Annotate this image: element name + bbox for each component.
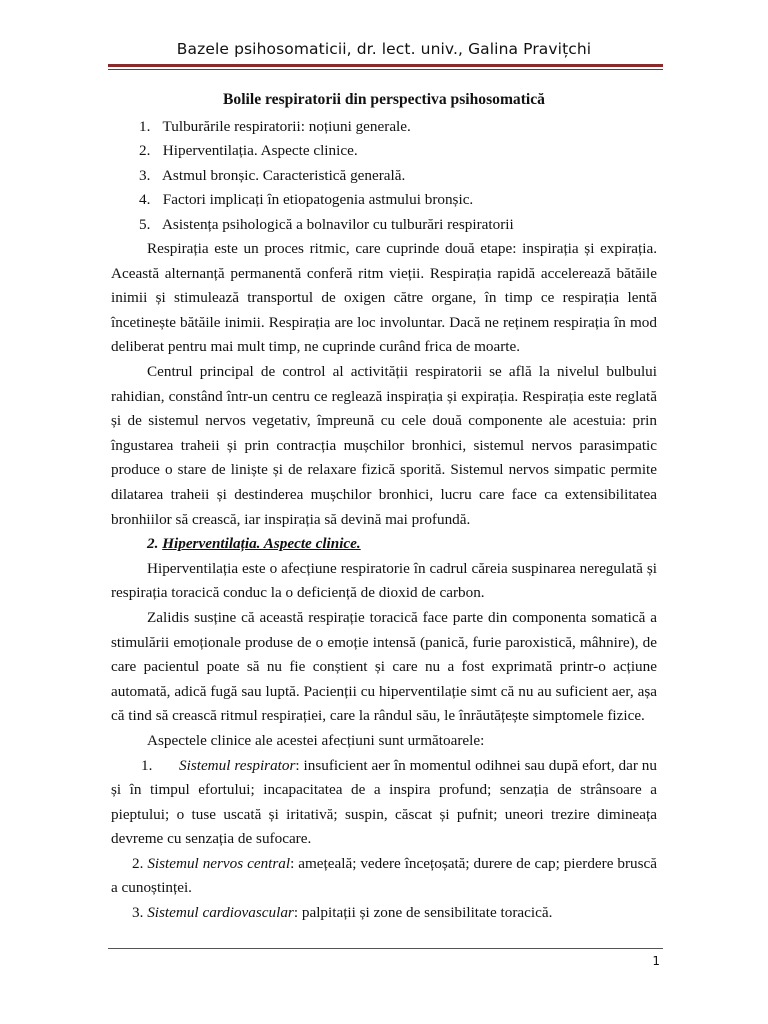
clinical-item-text: : amețeală; vedere încețoșată; durere de cap; pierdere bruscă a cunoștinței. bbox=[111, 854, 657, 897]
clinical-item-system: Sistemul cardiovascular bbox=[147, 904, 294, 922]
footer-rule bbox=[108, 948, 663, 949]
section-heading-number: 2. bbox=[147, 535, 159, 553]
toc-item bbox=[139, 164, 657, 188]
clinical-list-item bbox=[111, 852, 657, 901]
toc-item-text: Asistența psihologică a bolnavilor cu tulburări respiratorii bbox=[161, 215, 514, 233]
body-paragraph: Zalidis susține că această respirație toracică face parte din componenta somatică a stimulării emoționale produse de o emoție intensă (panică, furie paroxistică, mâhnire), de care pacientul poate să nu fie conștient și care nu a fost exprimată printr-o acțiune automată, adică fugă sau luptă. Pacienții cu hiperventilație simt că nu au suficient aer, așa că tind să crească ritmul respirației, care la rândul său, le înrăutățește simptomele fizice. bbox=[111, 608, 657, 725]
page-number: 1 bbox=[652, 954, 660, 968]
toc-item bbox=[139, 139, 657, 163]
toc-item bbox=[139, 115, 657, 139]
clinical-item-number: 1. bbox=[141, 756, 153, 774]
body-paragraph: Centrul principal de control al activității respiratorii se află la nivelul bulbului rahidian, constând într-un centru ce reglează inspirația și expirația. Respirația este reglată și de sistemul nervos vegetativ, împreună cu cele două componente ale acestuia: prin îngustarea traheii și prin contracția mușchilor bronhici, sistemul nervos parasimpatic produce o stare de liniște și de relaxare fizică sporită. Sistemul nervos simpatic permite dilatarea traheii și destinderea mușchilor bronhici, lucru care face ca extensibilitatea bronhiilor să crească, iar inspirația să devină mai profundă. bbox=[111, 363, 657, 528]
body-paragraph: Hiperventilația este o afecțiune respiratorie în cadrul căreia suspinarea neregulată și respirația toracică conduc la o deficiență de dioxid de carbon. bbox=[111, 559, 657, 602]
section-heading-text: Hiperventilația. Aspecte clinice. bbox=[162, 535, 361, 553]
clinical-item-system: Sistemul respirator bbox=[179, 756, 296, 774]
toc-item-number: 2. bbox=[139, 142, 151, 160]
toc-item-number: 3. bbox=[139, 166, 151, 184]
document-body bbox=[111, 88, 657, 926]
document-title: Bolile respiratorii din perspectiva psihosomatică bbox=[223, 91, 545, 108]
clinical-list-item bbox=[111, 754, 657, 852]
header-rule-secondary bbox=[108, 69, 663, 70]
toc-item-number: 1. bbox=[139, 118, 151, 135]
clinical-list-item bbox=[111, 901, 657, 926]
clinical-item-text: : palpitații și zone de sensibilitate toracică. bbox=[293, 904, 553, 922]
clinical-item-text: : insuficient aer în momentul odihnei sau după efort, dar nu și în timpul efortului; incapacitatea de a inspira profund; senzația de strânsoare a pieptului; o tuse uscată și iritativă; suspin, căscat și pufnit; uneori trezire dimineața devreme cu senzația de sufocare. bbox=[111, 756, 657, 848]
toc-item-text: Tulburările respiratorii: noțiuni generale. bbox=[162, 118, 411, 135]
clinical-item-number: 2. bbox=[132, 854, 144, 872]
toc-item bbox=[139, 213, 657, 237]
clinical-item-number: 3. bbox=[132, 904, 144, 922]
page-header-title: Bazele psihosomaticii, dr. lect. univ., Galina Pravițchi bbox=[176, 40, 592, 58]
toc-item-text: Astmul bronșic. Caracteristică generală. bbox=[161, 166, 406, 184]
toc-item-text: Factori implicați în etiopatogenia astmului bronșic. bbox=[162, 191, 474, 209]
body-paragraph: Respirația este un proces ritmic, care cuprinde două etape: inspirația și expirația. Această alternanță permanentă conferă ritm vieții. Respirația rapidă accelerează bătăile inimii și stimulează transportul de oxigen către organe, în timp ce respirația lentă încetinește bătăile inimii. Respirația are loc involuntar. Dacă ne reținem respirația în mod deliberat pentru mai mult timp, ne cuprinde curând frica de moarte. bbox=[111, 240, 657, 356]
toc-item-number: 5. bbox=[139, 215, 151, 233]
section-heading bbox=[111, 532, 657, 557]
toc-item bbox=[139, 188, 657, 212]
body-paragraph: Aspectele clinice ale acestei afecțiuni sunt următoarele: bbox=[147, 731, 485, 749]
toc-item-number: 4. bbox=[139, 191, 151, 209]
clinical-item-system: Sistemul nervos central bbox=[147, 854, 291, 872]
table-of-contents bbox=[111, 115, 657, 237]
toc-item-text: Hiperventilația. Aspecte clinice. bbox=[162, 142, 358, 160]
header-rule bbox=[108, 64, 663, 67]
